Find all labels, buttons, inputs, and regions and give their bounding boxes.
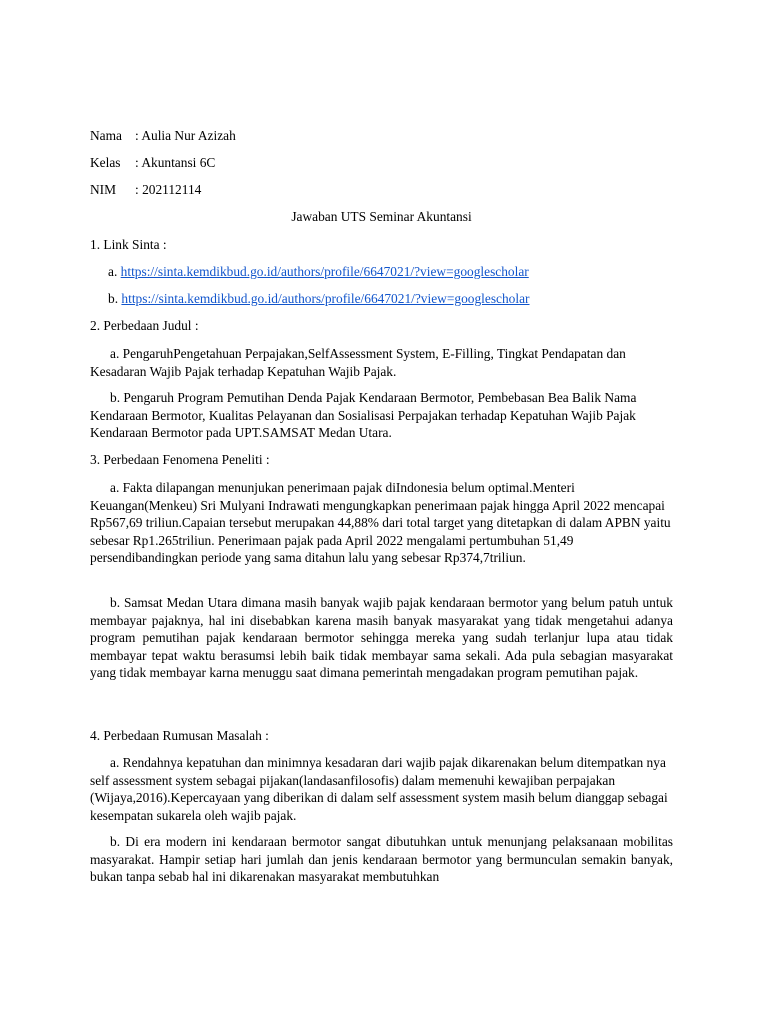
name-label: Nama	[90, 128, 122, 143]
name-value: : Aulia Nur Azizah	[135, 128, 236, 143]
section4-item-a: a. Rendahnya kepatuhan dan minimnya kesadaran dari wajib pajak dikarenakan belum ditempatkan nya self assessment system sebagai pijakan(landasanfilosofis) dalam memenuhi kewajiban perpajakan (Wijaya,2016).Kepercayaan yang diberikan di dalam self assessment system masih belum dianggap sebagai kesempatan sukarela oleh wajib pajak.	[90, 755, 668, 823]
class-row	[90, 154, 673, 172]
sinta-link-b[interactable]: https://sinta.kemdikbud.go.id/authors/profile/6647021/?view=googlescholar	[121, 291, 530, 306]
section2-heading: 2. Perbedaan Judul :	[90, 318, 199, 333]
nim-value: : 202112114	[135, 182, 202, 197]
section2-item-a: a. PengaruhPengetahuan Perpajakan,SelfAssessment System, E-Filling, Tingkat Pendapatan dan Kesadaran Wajib Pajak terhadap Kepatuhan Wajib Pajak.	[90, 346, 626, 379]
link-line-a	[108, 263, 691, 281]
class-label: Kelas	[90, 155, 121, 170]
section3-heading: 3. Perbedaan Fenomena Peneliti :	[90, 452, 270, 467]
class-value: : Akuntansi 6C	[135, 155, 216, 170]
section2-item-b: b. Pengaruh Program Pemutihan Denda Pajak Kendaraan Bermotor, Pembebasan Bea Balik Nama Kendaraan Bermotor, Kualitas Pelayanan dan Sosialisasi Perpajakan terhadap Kepatuhan Wajib Pajak Kendaraan Bermotor pada UPT.SAMSAT Medan Utara.	[90, 390, 637, 440]
nim-label: NIM	[90, 182, 117, 197]
section4-item-b: b. Di era modern ini kendaraan bermotor sangat dibutuhkan untuk menunjang pelaksanaan mobilitas masyarakat. Hampir setiap hari jumlah dan jenis kendaraan bermotor yang bermunculan semakin banyak, bukan tanpa sebab hal ini dikarenakan masyarakat membutuhkan	[90, 834, 673, 884]
section4-heading: 4. Perbedaan Rumusan Masalah :	[90, 728, 269, 743]
document-title: Jawaban UTS Seminar Akuntansi	[291, 209, 472, 224]
nim-row	[90, 181, 673, 199]
section3-item-b: b. Samsat Medan Utara dimana masih banyak wajib pajak kendaraan bermotor yang belum patuh untuk membayar pajaknya, hal ini disebabkan karena masih banyak masyarakat yang tidak mengetahui adanya program pemutihan pajak kendaraan bermotor sehingga mereka yang sudah terlanjur lupa atau tidak membayar tepat waktu berasumsi lebih baik tidak membayar sama sekali. Ada pula sebagian masyarakat yang tidak membayar karna menuggu saat dimana pemerintah mengadakan program pemutihan pajak.	[90, 595, 673, 680]
name-row	[90, 127, 673, 145]
link-a-prefix: a.	[108, 264, 118, 279]
link-line-b	[108, 290, 691, 308]
link-b-prefix: b.	[108, 291, 119, 306]
section3-item-a: a. Fakta dilapangan menunjukan penerimaan pajak diIndonesia belum optimal.Menteri Keuangan(Menkeu) Sri Mulyani Indrawati mengungkapkan penerimaan pajak hingga April 2022 mencapai Rp567,69 triliun.Capaian tersebut merupakan 44,88% dari total target yang ditetapkan di dalam APBN yaitu sebesar Rp1.265triliun. Penerimaan pajak pada April 2022 mengalami pertumbuhan 51,49 persendibandingkan periode yang sama ditahun lalu yang sebesar Rp374,7triliun.	[90, 480, 671, 565]
sinta-link-a[interactable]: https://sinta.kemdikbud.go.id/authors/profile/6647021/?view=googlescholar	[120, 264, 529, 279]
section1-heading: 1. Link Sinta :	[90, 237, 167, 252]
